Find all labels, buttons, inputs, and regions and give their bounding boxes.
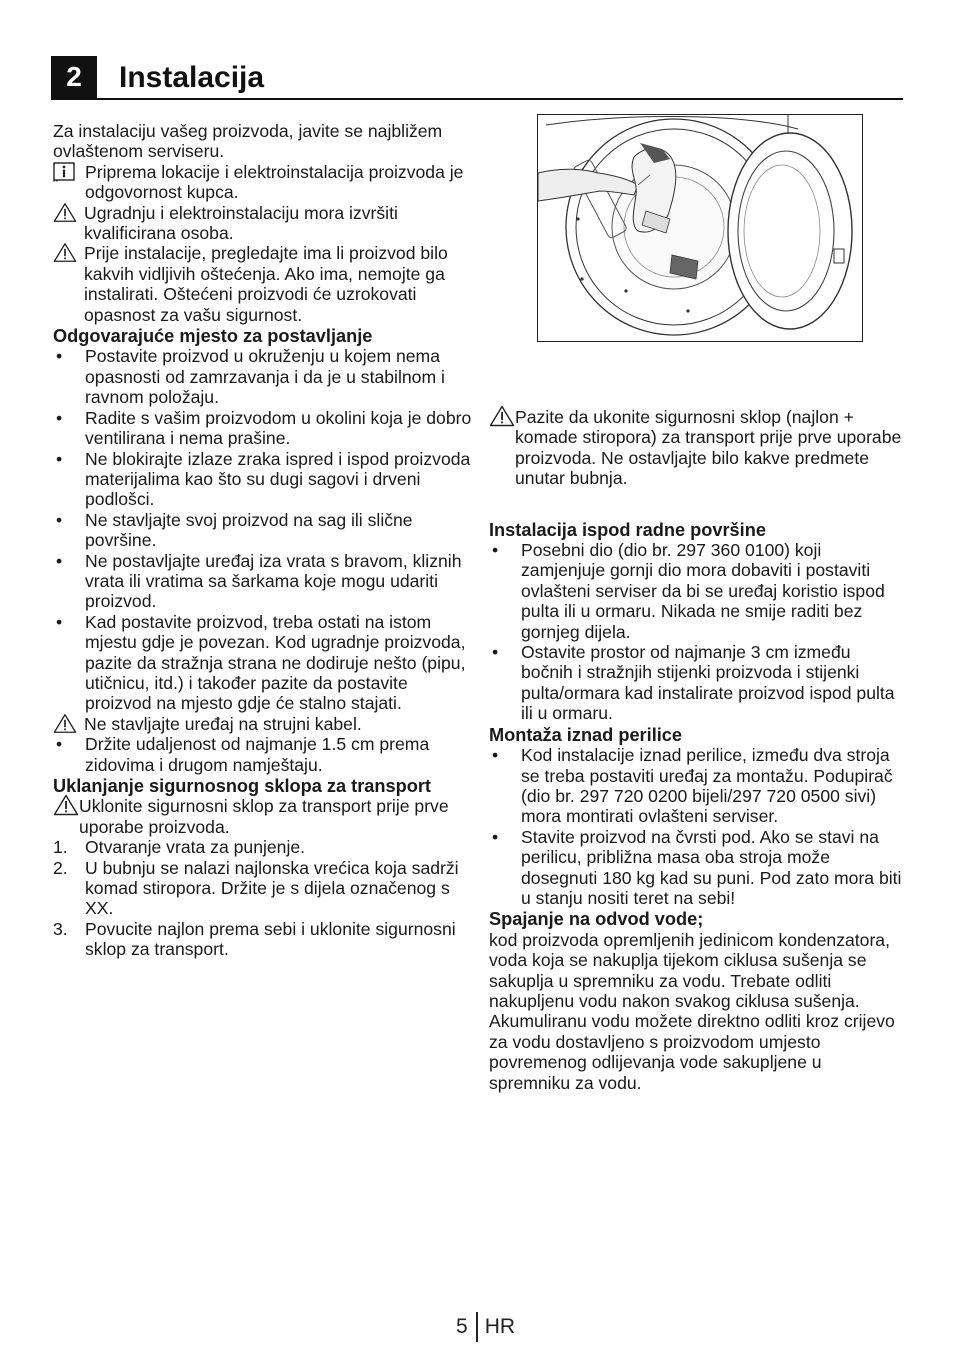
cable-warning	[53, 714, 473, 734]
list-item	[53, 449, 473, 510]
note-info	[53, 162, 473, 203]
bullet-icon: •	[56, 611, 63, 632]
above-washer-heading: Montaža iznad perilice	[489, 724, 683, 745]
warning-text: Ne stavljajte uređaj na strujni kabel.	[84, 713, 362, 734]
step-item	[53, 919, 473, 960]
list-item	[53, 346, 473, 407]
list-item	[489, 827, 904, 909]
bullet-text: Ostavite prostor od najmanje 3 cm između bočnih i stražnjih stijenki proizvoda i stijenki pulta/ormara kad instalirate proizvod ispod pulta ili u ormaru.	[521, 642, 895, 724]
bullet-text: Postavite proizvod u okruženju u kojem nema opasnosti od zamrzavanja i da je u stabilnom i ravnom položaju.	[85, 346, 445, 408]
bullet-text: Stavite proizvod na čvrsti pod. Ako se stavi na perilicu, približna masa oba stroja može dosegnuti 180 kg kad su puni. Pod zato mora biti u stanju nositi teret na sebi!	[521, 826, 902, 908]
drain-paragraph: Akumuliranu vodu možete direktno odliti kroz crijevo za vodu dostavljeno s proizvodom umjesto povremenog odlijevanja vode sakupljene u spremniku za vodu.	[489, 1011, 895, 1093]
bullet-icon: •	[56, 550, 63, 571]
bullet-icon: •	[56, 448, 63, 469]
bullet-icon: •	[56, 407, 63, 428]
step-text: U bubnju se nalazi najlonska vrećica koja sadrži komad stiropora. Držite je s dijela označenog s XX.	[85, 857, 459, 919]
bullet-icon: •	[56, 734, 63, 755]
step-number: 1.	[53, 837, 68, 858]
warning-text: Uklonite sigurnosni sklop za transport prije prve uporabe proizvoda.	[79, 796, 449, 837]
bullet-text: Posebni dio (dio br. 297 360 0100) koji zamjenjuje gornji dio mora dobaviti i postaviti ovlašteni serviser da bi se uređaj koristio ispod pulta ili u ormaru. Nikada ne smije raditi bez gornjeg dijela.	[521, 540, 885, 642]
bullet-text: Kod instalacije iznad perilice, između dva stroja se treba postaviti uređaj za montažu. Podupirač (dio br. 297 720 0200 bijeli/297 720 0500 sivi) mora montirati ovlašteni serviser.	[521, 745, 893, 827]
language-code: HR	[484, 1315, 516, 1338]
warning-icon	[489, 405, 515, 427]
list-item	[53, 510, 473, 551]
under-counter-heading: Instalacija ispod radne površine	[489, 519, 766, 540]
list-item	[53, 734, 473, 775]
note-text: Prije instalacije, pregledajte ima li proizvod bilo kakvih vidljivih oštećenja. Ako ima, nemojte ga instalirati. Oštećeni proizvodi će uzrokovati opasnost za vašu sigurnost.	[84, 243, 448, 325]
bullet-icon: •	[492, 826, 499, 847]
warning-text: Pazite da ukonite sigurnosni sklop (najlon + komade stiropora) za transport prije prve uporabe proizvoda. Ne ostavljajte bilo kakve predmete unutar bubnja.	[515, 407, 902, 489]
bullet-text: Ne stavljajte svoj proizvod na sag ili slične površine.	[85, 509, 413, 551]
bullet-icon: •	[56, 346, 63, 367]
chapter-header	[51, 56, 903, 100]
note-text: Ugradnju i elektroinstalaciju mora izvršiti kvalificirana osoba.	[84, 202, 398, 244]
bullet-text: Držite udaljenost od najmanje 1.5 cm prema zidovima i drugom namještaju.	[85, 734, 430, 775]
info-icon	[53, 162, 75, 182]
list-item	[489, 642, 904, 724]
page-number: 5	[456, 1312, 478, 1342]
step-text: Otvaranje vrata za punjenje.	[85, 837, 306, 858]
left-column	[53, 121, 473, 960]
warning-icon	[53, 713, 77, 734]
note-warning	[53, 243, 473, 325]
step-item	[53, 858, 473, 919]
list-item	[53, 551, 473, 612]
bullet-icon: •	[492, 745, 499, 766]
bullet-icon: •	[492, 642, 499, 663]
step-number: 2.	[53, 857, 68, 878]
chapter-number: 2	[51, 56, 97, 98]
right-column	[489, 407, 904, 1093]
drum-warning	[489, 407, 904, 489]
page-footer	[456, 1312, 515, 1342]
list-item	[53, 612, 473, 714]
bullet-icon: •	[56, 509, 63, 530]
list-item	[489, 745, 904, 827]
list-item	[489, 540, 904, 642]
warning-icon	[53, 794, 79, 816]
bullet-text: Ne postavljajte uređaj iza vrata s bravom, kliznih vrata ili vratima sa šarkama koje mogu udariti proizvod.	[85, 550, 462, 612]
drain-heading: Spajanje na odvod vode;	[489, 909, 704, 930]
bullet-text: Kad postavite proizvod, treba ostati na istom mjestu gdje je povezan. Kod ugradnje proizvoda, pazite da stražnja strana ne dodiruje nešto (pipu, utičnicu, itd.) i također pazite da postavite proizvod na mjesto gdje će stalno stajati.	[85, 611, 466, 714]
step-text: Povucite najlon prema sebi i uklonite sigurnosni sklop za transport.	[85, 918, 456, 960]
dryer-drum-illustration	[537, 114, 863, 342]
drain-paragraph: kod proizvoda opremljenih jedinicom kondenzatora, voda koja se nakuplja tijekom ciklusa sušenja se sakuplja u spremniku za vodu. Trebate odliti nakupljenu vodu nakon svakog ciklusa sušenja.	[489, 929, 890, 1011]
step-number: 3.	[53, 918, 68, 939]
dryer-drum-drawing	[538, 115, 862, 341]
intro-text: Za instalaciju vašeg proizvoda, javite se najbližem ovlaštenom serviseru.	[53, 121, 443, 162]
note-warning	[53, 203, 473, 244]
note-text: Priprema lokacije i elektroinstalacija proizvoda je odgovornost kupca.	[85, 161, 464, 203]
warning-icon	[53, 202, 77, 223]
transport-warning	[53, 796, 473, 837]
bullet-text: Ne blokirajte izlaze zraka ispred i ispod proizvoda materijalima kao što su dugi sagovi i drveni podlošci.	[85, 448, 471, 510]
chapter-title: Instalacija	[119, 61, 265, 94]
warning-icon	[53, 242, 77, 263]
bullet-icon: •	[492, 540, 499, 561]
transport-heading: Uklanjanje sigurnosnog sklopa za transport	[53, 776, 431, 796]
step-item	[53, 837, 473, 857]
placement-heading: Odgovarajuće mjesto za postavljanje	[53, 326, 373, 347]
bullet-text: Radite s vašim proizvodom u okolini koja je dobro ventilirana i nema prašine.	[85, 407, 472, 449]
list-item	[53, 408, 473, 449]
